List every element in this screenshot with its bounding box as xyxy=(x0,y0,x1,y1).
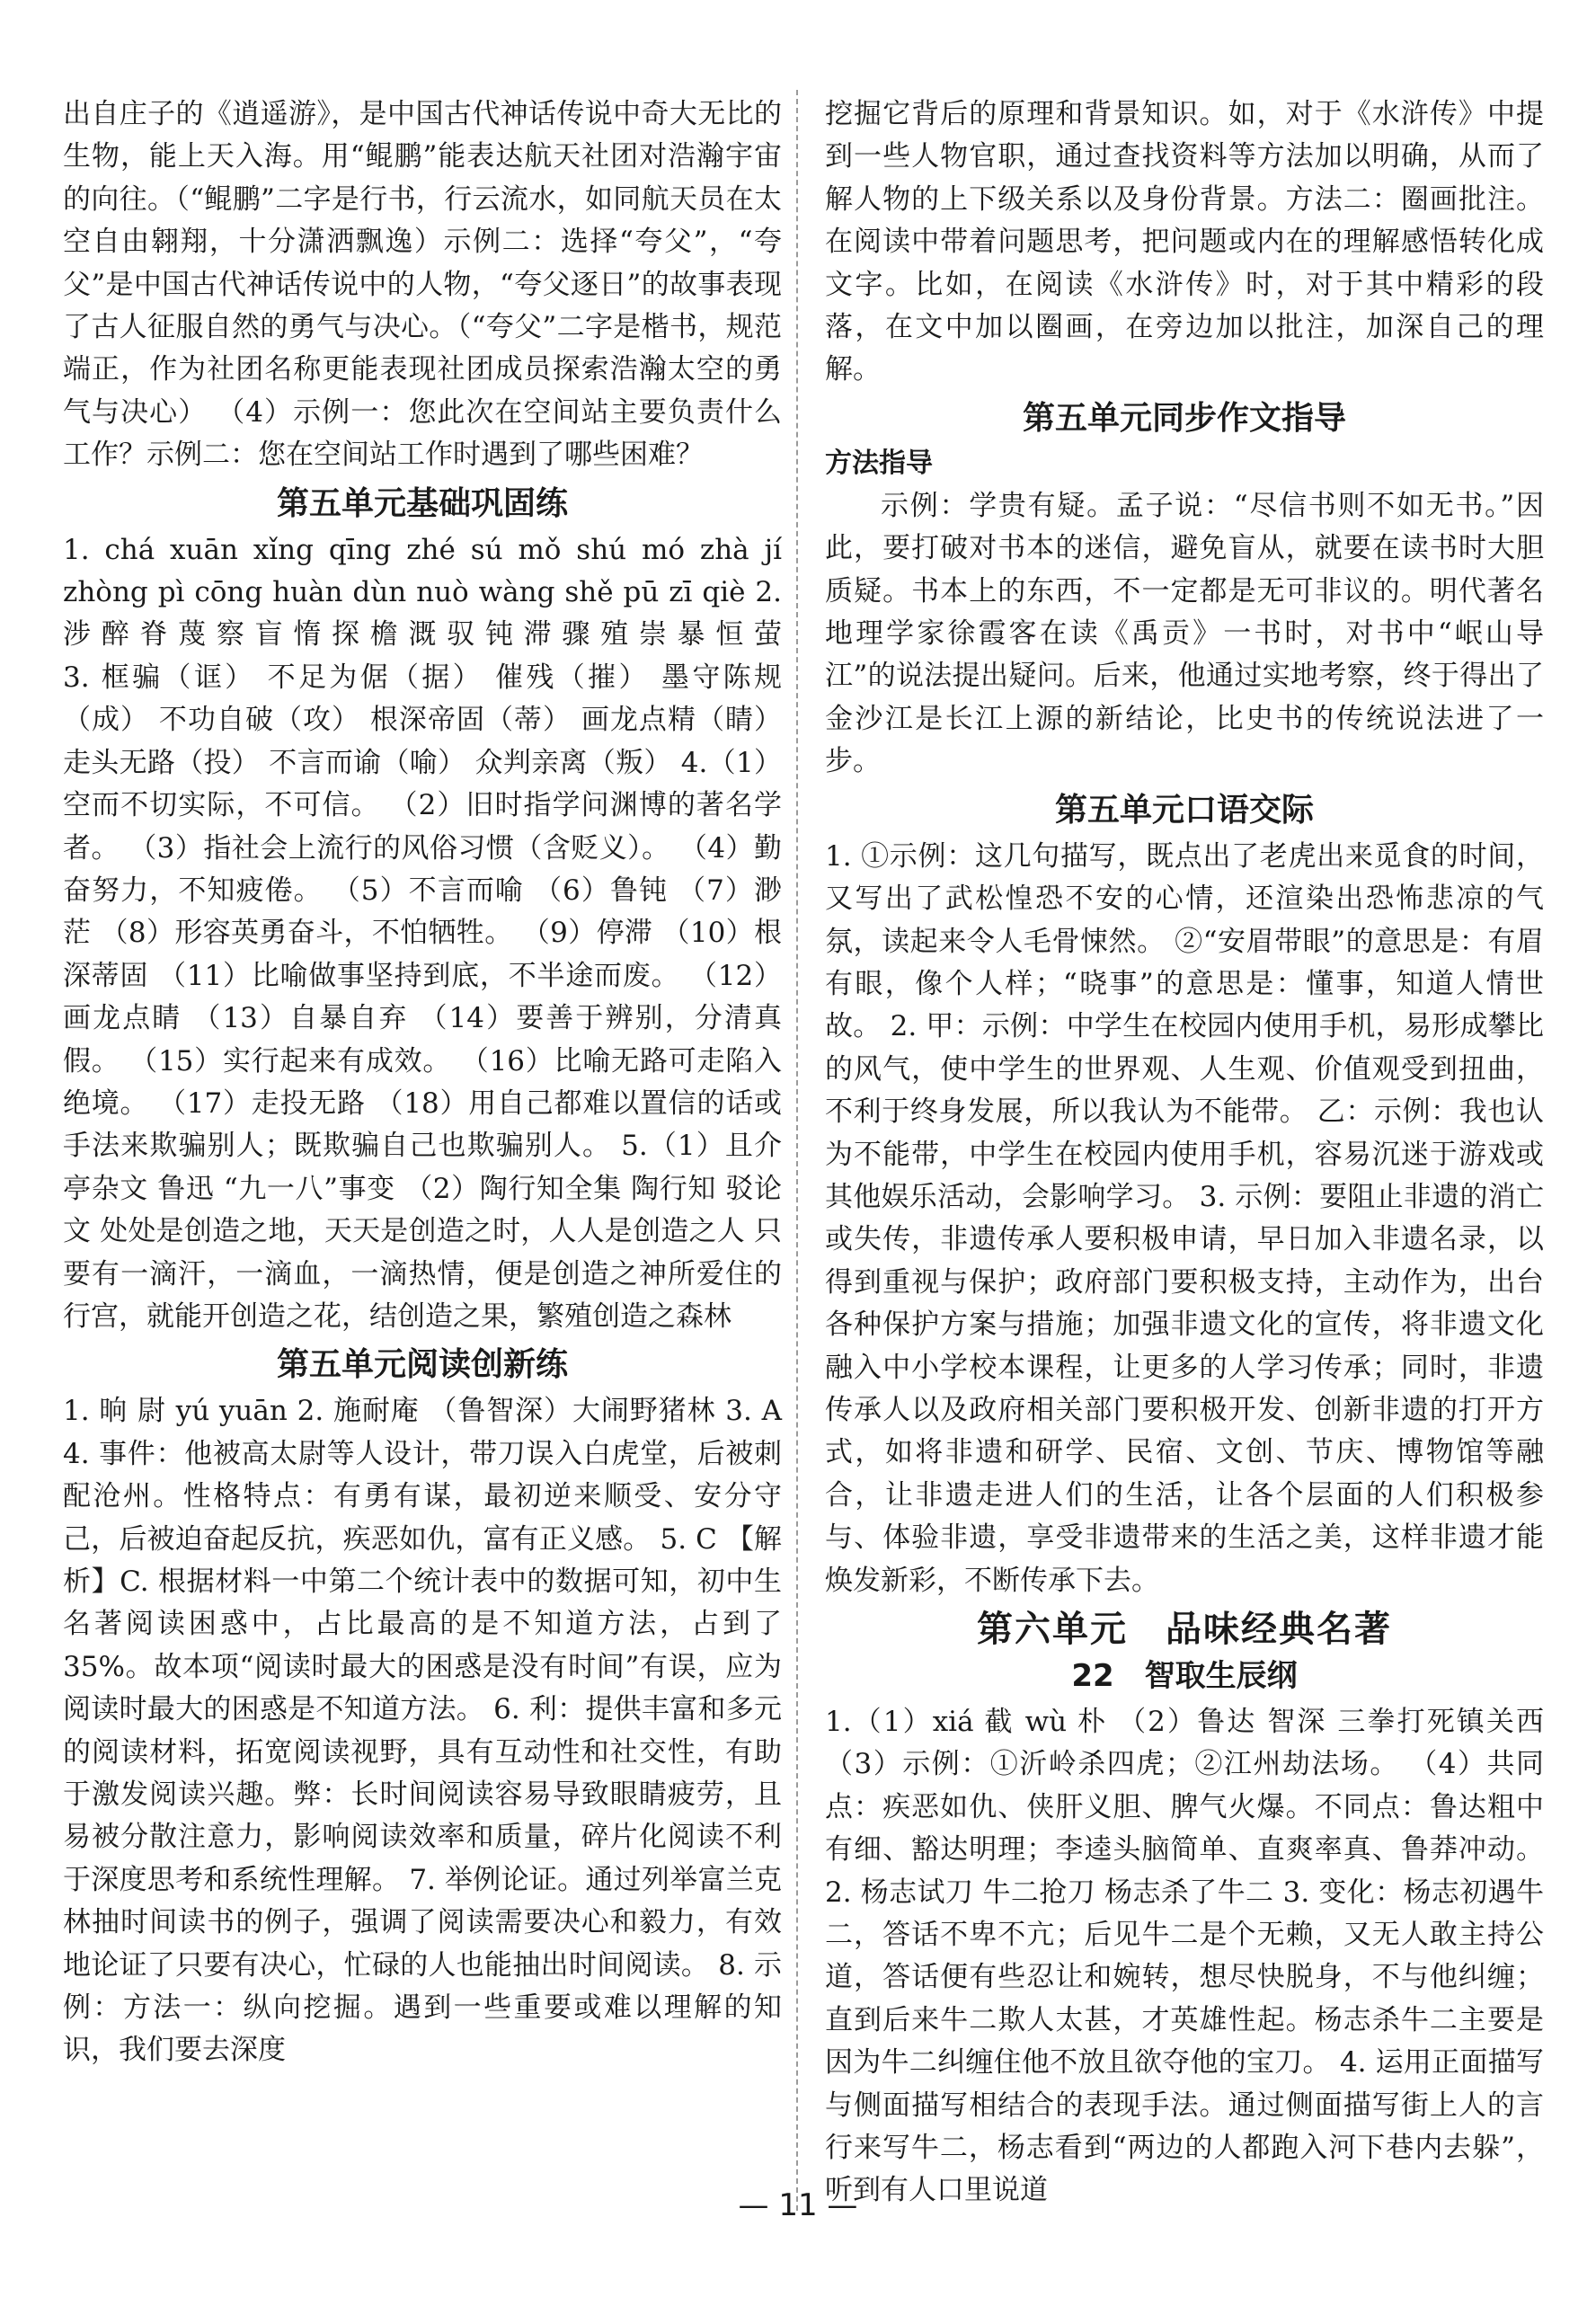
oral-communication-answers: 1. ①示例：这几句描写，既点出了老虎出来觅食的时间，又写出了武松惶恐不安的心情，还渲染出恐怖悲凉的气氛，读起来令人毛骨悚然。 ②“安眉带眼”的意思是：有眉有眼，像个人样；“晓事”的意思是：懂事，知道人情世故。 2. 甲：示例：中学生在校园内使用手机，易形成攀比的风气，使中学生的世界观、人生观、价值观受到扭曲，不利于终身发展，所以我认为不能带。 乙：示例：我也认为不能带，中学生在校园内使用手机，容易沉迷于游戏或其他娱乐活动，会影响学习。 3. 示例：要阻止非遗的消亡或失传，非遗传承人要积极申请，早日加入非遗名录，以得到重视与保护；政府部门要积极支持，主动作为，出台各种保护方案与措施；加强非遗文化的宣传，将非遗文化融入中小学校本课程，让更多的人学习传承；同时，非遗传承人以及政府相关部门要积极开发、创新非遗的打开方式，如将非遗和研学、民宿、文创、节庆、博物馆等融合，让非遗走进人们的生活，让各个层面的人们积极参与、体验非遗，享受非遗带来的生活之美，这样非遗才能焕发新彩，不断传承下去。 xyxy=(825,839,1544,1597)
lesson-22-answers: 1.（1）xiá 截 wù 朴 （2）鲁达 智深 三拳打死镇关西 （3）示例：①沂岭杀四虎；②江州劫法场。 （4）共同点：疾恶如仇、侠肝义胆、脾气火爆。不同点：鲁达粗中有细、豁达明理；李逵头脑简单、直爽率真、鲁莽冲动。 2. 杨志试刀 牛二抢刀 杨志杀了牛二 3. 变化：杨志初遇牛二，答话不卑不亢；后见牛二是个无赖，又无人敢主持公道，答话便有些忍让和婉转，想尽快脱身，不与他纠缠；直到后来牛二欺人太甚，才英雄性起。杨志杀牛二主要是因为牛二纠缠住他不放且欲夺他的宝刀。 4. 运用正面描写与侧面描写相结合的表现手法。通过侧面描写街上人的言行来写牛二，杨志看到“两边的人都跑入河下巷内去躲”，听到有人口里说道 xyxy=(825,1706,1544,2207)
composition-guide-body: 示例：学贵有疑。孟子说：“尽信书则不如无书。”因此，要打破对书本的迷信，避免盲从，就要在读书时大胆质疑。书本上的东西，不一定都是无可非议的。明代著名地理学家徐霞客在读《禹贡》一书时，对书中“岷山导江”的说法提出疑问。后来，他通过实地考察，终于得出了金沙江是长江上源的新结论，比史书的传统说法进了一步。 xyxy=(825,489,1544,778)
section-title-composition-guide: 第五单元同步作文指导 xyxy=(1022,399,1346,437)
basic-practice-answers: 1. chá xuān xǐng qīng zhé sú mǒ shú mó zhà jí zhòng pì cōng huàn dùn nuò wàng shě pū zī qiè 2. 涉 醉 脊 蔑 察 盲 惰 探 檐 溉 驭 钝 滞 骤 殖 崇 暴 恒 萤 3. 框骗（诓） 不足为倨（据） 催残（摧） 墨守陈规（成） 不功自破（攻） 根深帝固（蒂） 画龙点精（睛） 走头无路（投） 不言而谕（喻） 众判亲离（叛） 4.（1）空而不切实际，不可信。 （2）旧时指学问渊博的著名学者。 （3）指社会上流行的风俗习惯（含贬义）。 （4）勤奋努力，不知疲倦。 （5）不言而喻 （6）鲁钝 （7）渺茫 （8）形容英勇奋斗，不怕牺牲。 （9）停滞 （10）根深蒂固 （11）比喻做事坚持到底，不半途而废。 （12）画龙点睛 （13）自暴自弃 （14）要善于辨别，分清真假。 （15）实行起来有成效。 （16）比喻无路可走陷入绝境。 （17）走投无路 （18）用自己都难以置信的话或手法来欺骗别人；既欺骗自己也欺骗别人。 5.（1）且介亭杂文 鲁迅 “九一八”事变 （2）陶行知全集 陶行知 驳论文 处处是创造之地，天天是创造之时，人人是创造之人 只要有一滴汗，一滴血，一滴热情，便是创造之神所爱住的行宫，就能开创造之花，结创造之果，繁殖创造之森林 xyxy=(63,533,782,1333)
page-number: — 11 — xyxy=(738,2187,858,2223)
reading-innovation-answers: 1. 晌 尉 yú yuān 2. 施耐庵 （鲁智深）大闹野猪林 3. A 4. 事件：他被高太尉等人设计，带刀误入白虎堂，后被刺配沧州。性格特点：有勇有谋，最初逆来顺受、安分守己，后被迫奋起反抗，疾恶如仇，富有正义感。 5. C 【解析】C. 根据材料一中第二个统计表中的数据可知，初中生名著阅读困惑中，占比最高的是不知道方法，占到了35%。故本项“阅读时最大的困惑是没有时间”有误，应为阅读时最大的困惑是不知道方法。 6. 利：提供丰富和多元的阅读材料，拓宽阅读视野，具有互动性和社交性，有助于激发阅读兴趣。弊：长时间阅读容易导致眼睛疲劳，且易被分散注意力，影响阅读效率和质量，碎片化阅读不利于深度思考和系统性理解。 7. 举例论证。通过列举富兰克林抽时间读书的例子，强调了阅读需要决心和毅力，有效地论证了只要有决心，忙碌的人也能抽出时间阅读。 8. 示例：方法一：纵向挖掘。遇到一些重要或难以理解的知识，我们要去深度 xyxy=(63,1395,782,2067)
right-column xyxy=(825,93,1544,2213)
left-column xyxy=(63,93,782,2072)
lesson-22-title: 22 智取生辰纲 xyxy=(1071,1658,1298,1694)
right-continued-paragraph: 挖掘它背后的原理和背景知识。如，对于《水浒传》中提到一些人物官职，通过查找资料等方法加以明确，从而了解人物的上下级关系以及身份背景。方法二：圈画批注。在阅读中带着问题思考，把问题或内在的理解感悟转化成文字。比如，在阅读《水浒传》时，对于其中精彩的段落，在文中加以圈画，在旁边加以批注，加深自己的理解。 xyxy=(825,98,1544,386)
section-title-oral-communication: 第五单元口语交际 xyxy=(1054,791,1314,829)
method-guide-subtitle: 方法指导 xyxy=(825,447,933,479)
left-continued-paragraph: 出自庄子的《逍遥游》，是中国古代神话传说中奇大无比的生物，能上天入海。用“鲲鹏”能表达航天社团对浩瀚宇宙的向往。（“鲲鹏”二字是行书，行云流水，如同航天员在太空自由翱翔，十分潇洒飘逸）示例二：选择“夸父”，“夸父”是中国古代神话传说中的人物，“夸父逐日”的故事表现了古人征服自然的勇气与决心。（“夸父”二字是楷书，规范端正，作为社团名称更能表现社团成员探索浩瀚太空的勇气与决心） （4）示例一：您此次在空间站主要负责什么工作？示例二：您在空间站工作时遇到了哪些困难？ xyxy=(63,98,782,472)
unit-six-title: 第六单元 品味经典名著 xyxy=(977,1609,1392,1650)
section-title-basic-practice: 第五单元基础巩固练 xyxy=(276,484,568,522)
column-divider xyxy=(796,90,798,2211)
section-title-reading-innovation: 第五单元阅读创新练 xyxy=(276,1346,568,1384)
